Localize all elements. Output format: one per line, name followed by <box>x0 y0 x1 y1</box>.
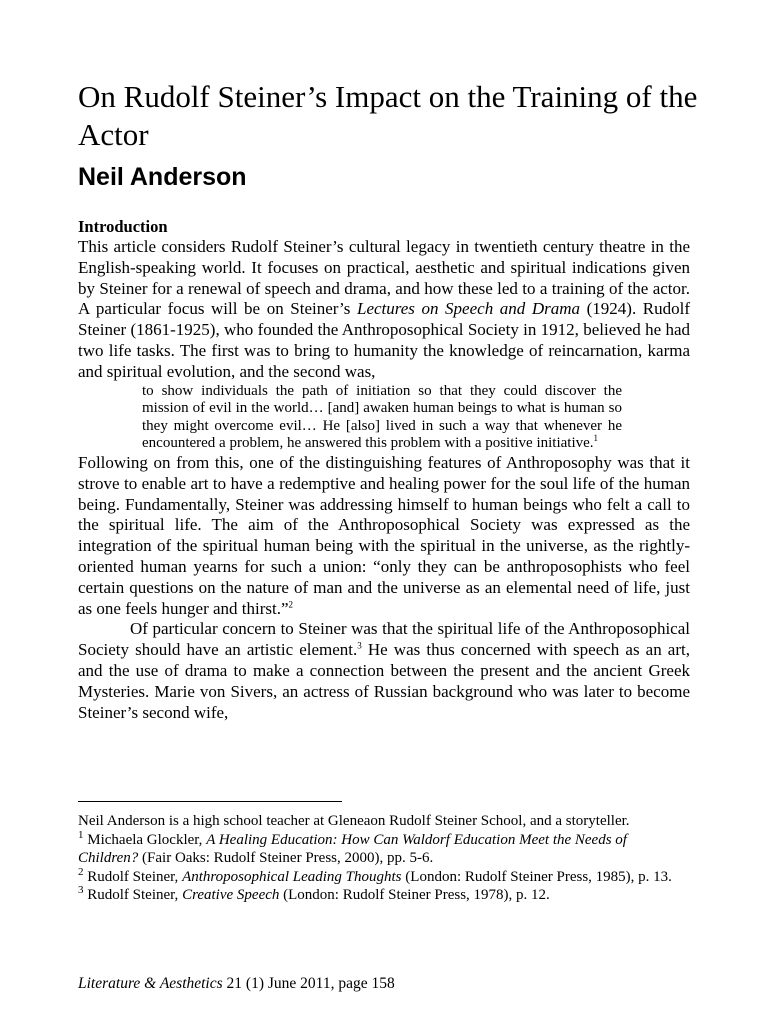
paragraph-1-text: This article considers Rudolf Steiner’s cultural legacy in twentieth century theatre in the English-speaking world. It focuses on practical, aesthetic and spiritual indications given by Steiner for a renewal of speech and drama, and how these led to a training of the actor. A particular focus will be on Steiner’s <box>78 237 690 319</box>
paragraph-3 <box>78 619 690 723</box>
journal-name: Literature & Aesthetics <box>78 975 223 992</box>
paragraph-1-text-end: (1924). Rudolf Steiner (1861-1925), who founded the Anthroposophical Society in 1912, believed he had two life tasks. The first was to bring to humanity the knowledge of reincarnation, karma and spiritual evolution, and the second was, <box>78 299 691 381</box>
section-heading: Introduction <box>78 217 168 236</box>
footnote-3-pub: (London: Rudolf Steiner Press, 1978), p. 12. <box>279 887 550 904</box>
footnotes <box>78 812 690 905</box>
footnote-2-text: Rudolf Steiner, <box>83 868 183 885</box>
footnote-3 <box>78 886 690 905</box>
footnote-ref-2[interactable]: 2 <box>288 598 294 609</box>
author-bio-note: Neil Anderson is a high school teacher at Gleneaon Rudolf Steiner School, and a storyteller. <box>78 813 630 829</box>
footnote-divider <box>78 801 342 802</box>
block-quote <box>142 383 622 453</box>
footnote-2-number: 2 <box>78 865 84 878</box>
footnote-3-number: 3 <box>78 884 84 897</box>
journal-issue-page: 21 (1) June 2011, page 158 <box>222 975 395 992</box>
footnote-2-pub: (London: Rudolf Steiner Press, 1985), p. 13. <box>401 868 672 885</box>
article-body <box>78 216 690 723</box>
footnote-1-number: 1 <box>78 828 84 841</box>
lectures-title: Lectures on Speech and Drama <box>356 299 581 319</box>
page-footer <box>78 974 395 994</box>
footnote-3-title: Creative Speech <box>182 887 280 904</box>
footnote-2 <box>78 865 690 887</box>
author-name: Neil Anderson <box>78 163 247 191</box>
footnote-ref-1[interactable]: 1 <box>593 433 599 444</box>
footnote-1-text: Michaela Glockler, <box>83 831 207 848</box>
footnote-ref-3[interactable]: 3 <box>357 640 362 651</box>
footnote-1-pub: (Fair Oaks: Rudolf Steiner Press, 2000), pp. 5-6. <box>138 850 434 867</box>
footnote-2-title: Anthroposophical Leading Thoughts <box>182 868 402 885</box>
paragraph-1 <box>78 237 690 383</box>
footnote-1 <box>78 828 690 868</box>
block-quote-text: to show individuals the path of initiation so that they could discover the mission of evil in the world… [and] awaken human beings to what is human so they might overcome evil… He [also] lived in such a way that whenever he encountered a problem, he answered this problem with a positive initiative. <box>142 382 622 452</box>
article-title: On Rudolf Steiner’s Impact on the Training of the Actor <box>78 79 698 152</box>
footnote-1-title: A Healing Education: How Can Waldorf Education Meet the Needs of Children? <box>78 831 627 867</box>
footnote-3-text: Rudolf Steiner, <box>83 887 183 904</box>
paragraph-3-text-end: He was thus concerned with speech as an art, and the use of drama to make a connection between the present and the ancient Greek Mysteries. Marie von Sivers, an actress of Russian background who was later to become Steiner’s second wife, <box>78 640 690 722</box>
paragraph-2 <box>78 453 690 619</box>
paragraph-3-text: Of particular concern to Steiner was that the spiritual life of the Anthroposophical Society should have an artistic element. <box>78 619 690 660</box>
paragraph-2-text: Following on from this, one of the distinguishing features of Anthroposophy was that it strove to enable art to have a redemptive and healing power for the soul life of the human being. Fundamentally, Steiner was addressing himself to human beings who felt a call to the spiritual life. The aim of the Anthroposophical Society was expressed as the integration of the spiritual human being with the spiritual in the universe, as the rightly-oriented human yearns for such a union: “only they can be anthroposophists who feel certain questions on the nature of man and the universe as an elemental need of life, just as one feels hunger and thirst.” <box>78 452 690 618</box>
